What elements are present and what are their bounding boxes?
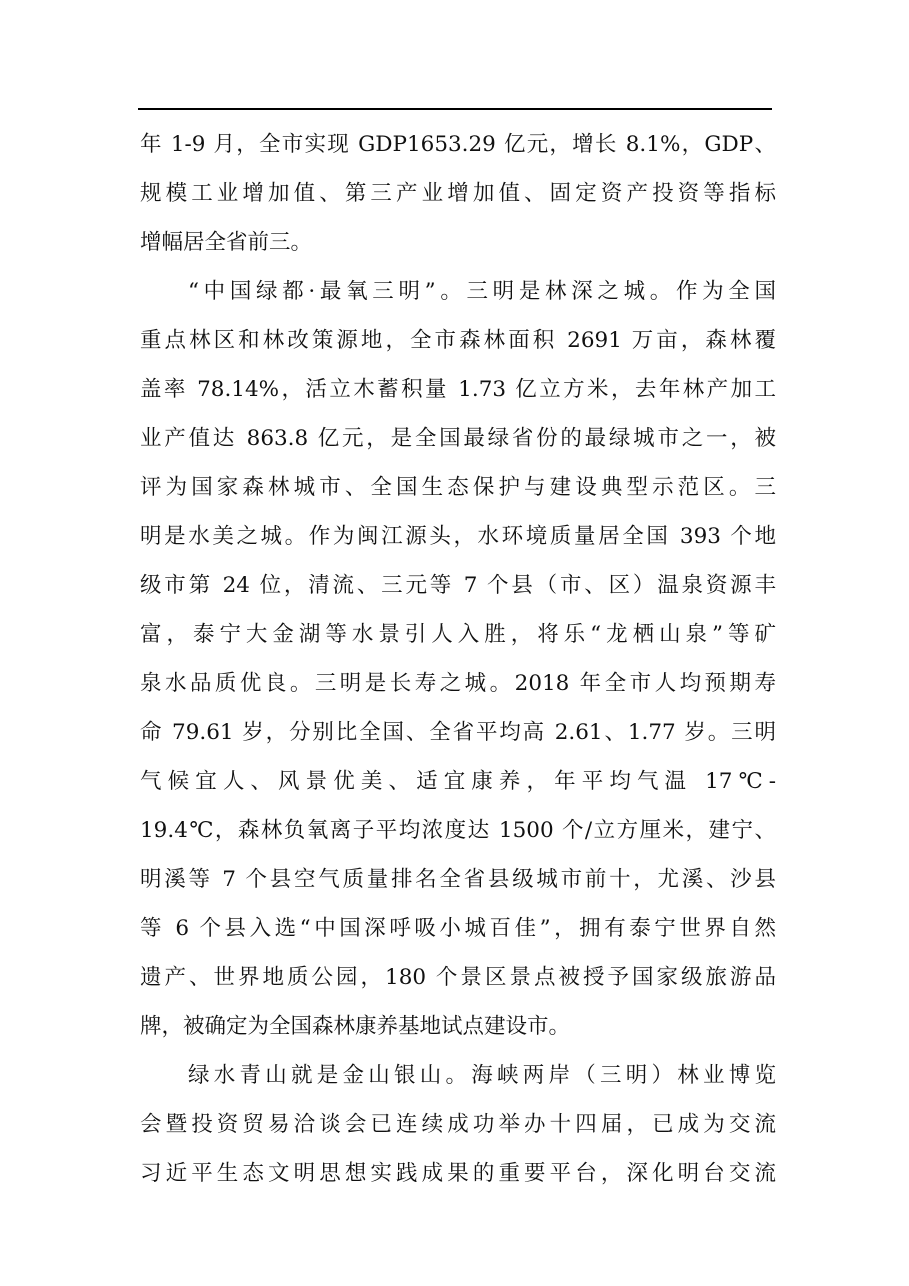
text-line: 级市第 24 位，清流、三元等 7 个县（市、区）温泉资源丰 [140,573,776,598]
text-line: 牌，被确定为全国森林康养基地试点建设市。 [140,1014,571,1039]
text-line: 富，泰宁大金湖等水景引人入胜，将乐“龙栖山泉”等矿 [140,622,776,647]
text-line: 会暨投资贸易洽谈会已连续成功举办十四届，已成为交流 [140,1112,776,1137]
body-text [140,120,776,1198]
text-line: 气候宜人、风景优美、适宜康养，年平均气温 17℃- [140,769,776,794]
text-line: 明溪等 7 个县空气质量排名全省县级城市前十，尤溪、沙县 [140,867,776,892]
text-line: 遗产、世界地质公园，180 个景区景点被授予国家级旅游品 [140,965,776,990]
text-line: 19.4℃，森林负氧离子平均浓度达 1500 个/立方厘米，建宁、 [140,818,776,843]
text-line: 泉水品质优良。三明是长寿之城。2018 年全市人均预期寿 [140,671,776,696]
text-line: 等 6 个县入选“中国深呼吸小城百佳”，拥有泰宁世界自然 [140,916,776,941]
text-line: 评为国家森林城市、全国生态保护与建设典型示范区。三 [140,475,776,500]
text-line: 规模工业增加值、第三产业增加值、固定资产投资等指标 [140,181,776,206]
text-line: 习近平生态文明思想实践成果的重要平台，深化明台交流 [140,1161,776,1186]
paragraph-start-line: “中国绿都·最氧三明”。三明是林深之城。作为全国 [188,279,776,304]
text-line: 盖率 78.14%，活立木蓄积量 1.73 亿立方米，去年林产加工 [140,377,776,402]
text-line: 明是水美之城。作为闽江源头，水环境质量居全国 393 个地 [140,524,776,549]
text-line: 年 1-9 月，全市实现 GDP1653.29 亿元，增长 8.1%，GDP、 [140,132,776,157]
header-rule [138,108,772,110]
text-line: 重点林区和林改策源地，全市森林面积 2691 万亩，森林覆 [140,328,776,353]
text-line: 增幅居全省前三。 [140,230,313,255]
text-line: 命 79.61 岁，分别比全国、全省平均高 2.61、1.77 岁。三明 [140,720,776,745]
text-line: 业产值达 863.8 亿元，是全国最绿省份的最绿城市之一，被 [140,426,776,451]
paragraph-start-line: 绿水青山就是金山银山。海峡两岸（三明）林业博览 [188,1063,776,1088]
